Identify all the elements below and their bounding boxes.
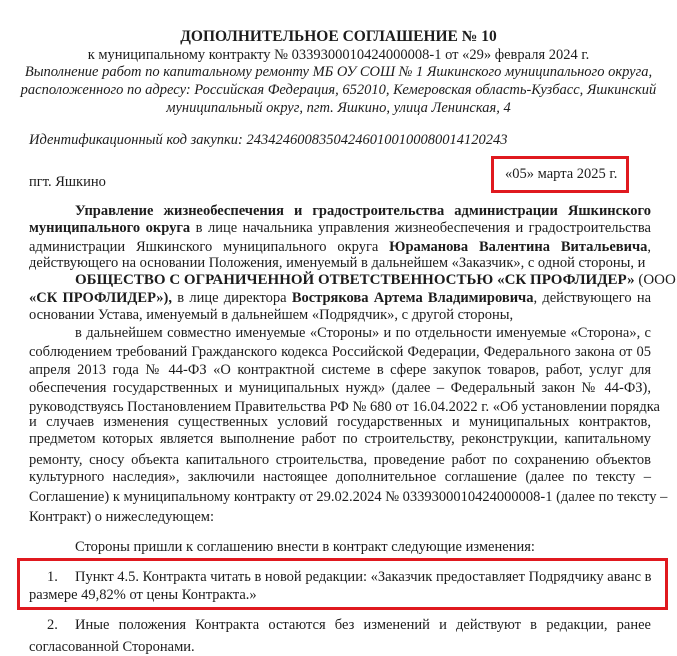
list-item: 2. Иные положения Контракта остаются без изменений и действуют в редакции, ранее xyxy=(47,617,651,633)
body-line: руководствуясь Постановлением Правительства РФ № 680 от 16.04.2022 г. «Об установлении порядка xyxy=(29,399,660,415)
body-line: ремонту, сносу объекта капитального строительства, проведение работ по сохранению объектов xyxy=(29,452,651,468)
body-line: обеспечения государственных и муниципальных нужд» (далее – Федеральный закон № 44-ФЗ), xyxy=(29,380,651,396)
body-line: Контракт) о нижеследующем: xyxy=(29,509,215,525)
subject-line: муниципальный округ, пгт. Яшкино, улица Ленинская, 4 xyxy=(166,100,511,116)
body-line: Соглашение) к муниципальному контракту от 29.02.2024 № 0339300010424000008-1 (далее по тексту – xyxy=(29,489,668,505)
body-line: культурного наследия», заключили настоящее дополнительное соглашение (далее по тексту – xyxy=(29,469,651,485)
body-line: Управление жизнеобеспечения и градостроительства администрации Яшкинского xyxy=(75,203,651,219)
body-line: предметом которых является выполнение работ по строительству, реконструкции, капитальному xyxy=(29,431,651,447)
document-subtitle: к муниципальному контракту № 0339300010424000008-1 от «29» февраля 2024 г. xyxy=(87,47,590,63)
body-line: основании Устава, именуемый в дальнейшем «Подрядчик», с другой стороны, xyxy=(29,307,514,323)
body-line: муниципального округа в лице начальника управления жизнеобеспечения и градостроительства xyxy=(29,220,651,236)
body-line: Стороны пришли к соглашению внести в контракт следующие изменения: xyxy=(75,539,535,555)
list-item-continuation: размере 49,82% от цены Контракта.» xyxy=(29,587,257,603)
body-line: администрации Яшкинского муниципального округа Юраманова Валентина Витальевича, xyxy=(29,239,651,255)
body-line: и случаев изменения существенных условий государственных и муниципальных контрактов, xyxy=(29,414,651,430)
list-item-continuation: согласованной Сторонами. xyxy=(29,639,195,655)
list-item: 1. Пункт 4.5. Контракта читать в новой редакции: «Заказчик предоставляет Подрядчику аванс в xyxy=(47,569,652,585)
body-line: в дальнейшем совместно именуемые «Стороны» и по отдельности именуемые «Сторона», с xyxy=(75,325,651,341)
procurement-id: Идентификационный код закупки: 243424600835042460100100080014120243 xyxy=(29,132,508,148)
agreement-date: «05» марта 2025 г. xyxy=(505,166,618,182)
body-line: соблюдением требований Гражданского кодекса Российской Федерации, Федерального закона от 05 xyxy=(29,344,651,360)
subject-line: расположенного по адресу: Российская Федерация, 652010, Кемеровская область-Кузбасс, Яшкинский xyxy=(20,82,657,98)
body-line: ОБЩЕСТВО С ОГРАНИЧЕННОЙ ОТВЕТСТВЕННОСТЬЮ «СК ПРОФЛИДЕР» (ООО xyxy=(75,272,676,288)
subject-line: Выполнение работ по капитальному ремонту МБ ОУ СОШ № 1 Яшкинского муниципального округа, xyxy=(24,64,653,80)
document-title: ДОПОЛНИТЕЛЬНОЕ СОГЛАШЕНИЕ № 10 xyxy=(180,28,497,45)
body-line: действующего на основании Положения, именуемый в дальнейшем «Заказчик», с одной стороны, и xyxy=(29,255,646,271)
body-line: «СК ПРОФЛИДЕР»), в лице директора Вострякова Артема Владимировича, действующего на xyxy=(29,290,652,306)
body-line: апреля 2013 года № 44-ФЗ «О контрактной системе в сфере закупок товаров, работ, услуг для xyxy=(29,362,651,378)
place: пгт. Яшкино xyxy=(29,174,106,190)
